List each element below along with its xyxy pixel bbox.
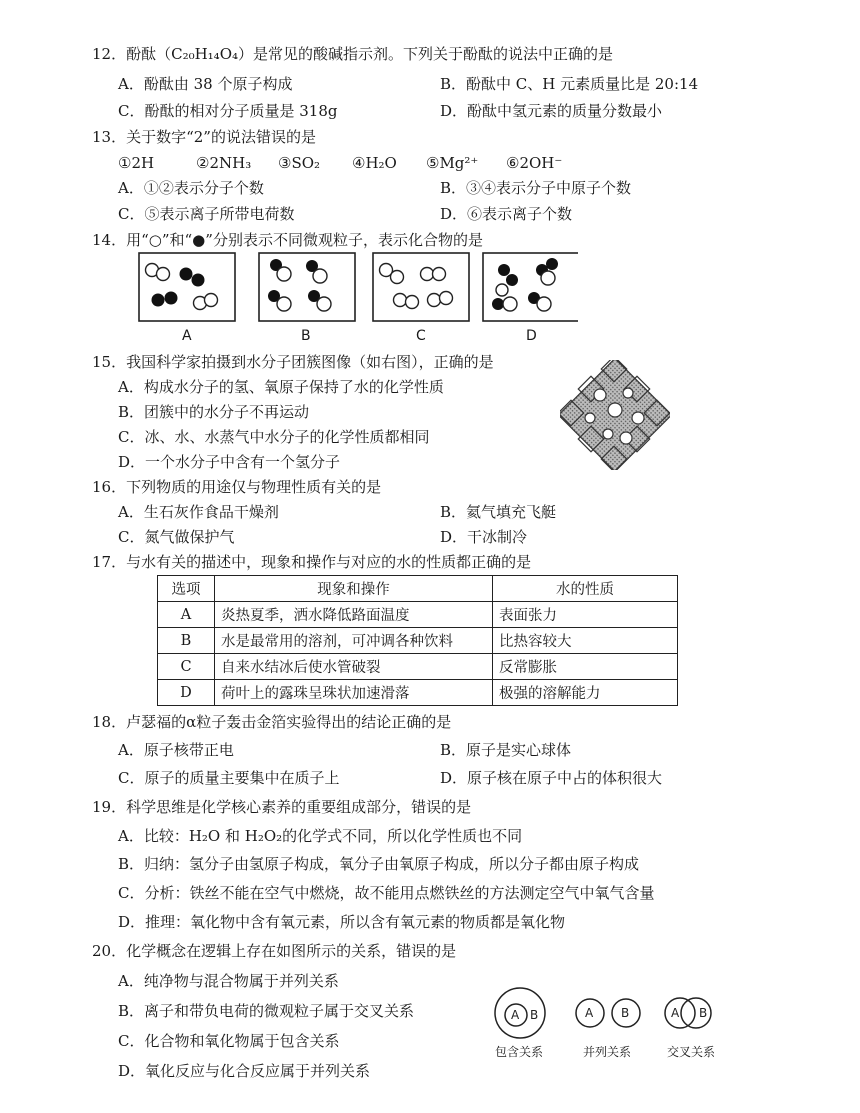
q18-option-c: C．原子的质量主要集中在质子上 bbox=[118, 769, 340, 787]
q20-option-c: C．化合物和氧化物属于包含关系 bbox=[118, 1032, 340, 1050]
q12-option-c: C．酚酞的相对分子质量是 318g bbox=[118, 102, 338, 120]
q19-option-c: C．分析：铁丝不能在空气中燃烧，故不能用点燃铁丝的方法测定空气中氧气含量 bbox=[118, 884, 655, 902]
parallel-diagram bbox=[576, 999, 640, 1027]
table-cell: 自来水结冰后使水管破裂 bbox=[215, 654, 493, 680]
table-cell: B bbox=[158, 628, 215, 654]
q20-option-d: D．氧化反应与化合反应属于并列关系 bbox=[118, 1062, 371, 1080]
q15-option-a: A．构成水分子的氢、氧原子保持了水的化学性质 bbox=[118, 378, 444, 396]
table-header-row bbox=[158, 576, 678, 602]
containment-diagram bbox=[495, 988, 545, 1038]
q16-option-b: B．氦气填充飞艇 bbox=[440, 503, 557, 521]
q14-stem: 14．用“○”和“●”分别表示不同微观粒子，表示化合物的是 bbox=[92, 231, 483, 249]
q17-stem: 17．与水有关的描述中，现象和操作与对应的水的性质都正确的是 bbox=[92, 553, 532, 571]
q14-box-c bbox=[373, 253, 469, 321]
q15-stem: 15．我国科学家拍摄到水分子团簇图像（如右图），正确的是 bbox=[92, 353, 494, 371]
q13-item-4: ④H₂O bbox=[352, 154, 397, 172]
q13-option-a: A．①②表示分子个数 bbox=[118, 179, 264, 197]
venn-letter-a: A bbox=[511, 1008, 520, 1022]
q13-option-c: C．⑤表示离子所带电荷数 bbox=[118, 205, 295, 223]
table-cell: D bbox=[158, 680, 215, 706]
table-header-cell: 现象和操作 bbox=[215, 576, 493, 602]
q18-stem: 18．卢瑟福的α粒子轰击金箔实验得出的结论正确的是 bbox=[92, 713, 452, 731]
q13-stem: 13．关于数字“2”的说法错误的是 bbox=[92, 128, 316, 146]
q14-label-d: D bbox=[526, 328, 537, 344]
q19-option-b: B．归纳：氢分子由氢原子构成，氧分子由氧原子构成，所以分子都由原子构成 bbox=[118, 855, 640, 873]
q18-option-b: B．原子是实心球体 bbox=[440, 741, 572, 759]
intersection-diagram bbox=[665, 998, 711, 1028]
venn-label-containment: 包含关系 bbox=[495, 1045, 544, 1059]
venn-letter-b: B bbox=[621, 1006, 630, 1020]
q16-stem: 16．下列物质的用途仅与物理性质有关的是 bbox=[92, 478, 382, 496]
q12-option-b: B．酚酞中 C、H 元素质量比是 20:14 bbox=[440, 75, 699, 93]
table-cell: 极强的溶解能力 bbox=[493, 680, 678, 706]
water-cluster-image bbox=[560, 360, 670, 470]
q13-option-b: B．③④表示分子中原子个数 bbox=[440, 179, 632, 197]
table-cell: C bbox=[158, 654, 215, 680]
table-row bbox=[158, 628, 678, 654]
q14-box-d bbox=[483, 253, 578, 321]
q19-option-a: A．比较：H₂O 和 H₂O₂的化学式不同，所以化学性质也不同 bbox=[118, 827, 523, 845]
q14-label-b: B bbox=[301, 328, 311, 344]
q17-table bbox=[157, 575, 678, 706]
table-cell: 比热容较大 bbox=[493, 628, 678, 654]
q20-stem: 20．化学概念在逻辑上存在如图所示的关系，错误的是 bbox=[92, 942, 457, 960]
table-row bbox=[158, 680, 678, 706]
venn-label-parallel: 并列关系 bbox=[583, 1045, 632, 1059]
q13-item-3: ③SO₂ bbox=[278, 154, 321, 172]
q13-item-6: ⑥2OH⁻ bbox=[506, 154, 563, 172]
q18-option-d: D．原子核在原子中占的体积很大 bbox=[440, 769, 663, 787]
q16-option-c: C．氮气做保护气 bbox=[118, 528, 235, 546]
venn-letter-b: B bbox=[699, 1006, 708, 1020]
q14-box-a bbox=[139, 253, 235, 321]
q19-option-d: D．推理：氧化物中含有氧元素，所以含有氧元素的物质都是氧化物 bbox=[118, 913, 566, 931]
q20-option-a: A．纯净物与混合物属于并列关系 bbox=[118, 972, 339, 990]
q12-stem: 12．酚酞（C₂₀H₁₄O₄）是常见的酸碱指示剂。下列关于酚酞的说法中正确的是 bbox=[92, 45, 614, 63]
q19-stem: 19．科学思维是化学核心素养的重要组成部分，错误的是 bbox=[92, 798, 472, 816]
q15-option-d: D．一个水分子中含有一个氢分子 bbox=[118, 453, 341, 471]
table-cell: 荷叶上的露珠呈珠状加速滑落 bbox=[215, 680, 493, 706]
q12-option-a: A．酚酞由 38 个原子构成 bbox=[118, 75, 293, 93]
table-header-cell: 水的性质 bbox=[493, 576, 678, 602]
q15-option-c: C．冰、水、水蒸气中水分子的化学性质都相同 bbox=[118, 428, 430, 446]
q13-item-2: ②2NH₃ bbox=[196, 154, 252, 172]
table-cell: 表面张力 bbox=[493, 602, 678, 628]
table-row bbox=[158, 602, 678, 628]
q14-label-a: A bbox=[182, 328, 192, 344]
venn-diagrams bbox=[490, 985, 730, 1040]
venn-letter-a: A bbox=[671, 1006, 680, 1020]
table-row bbox=[158, 654, 678, 680]
q14-label-c: C bbox=[416, 328, 426, 344]
q13-item-5: ⑤Mg²⁺ bbox=[426, 154, 479, 172]
table-cell: 水是最常用的溶剂，可冲调各种饮料 bbox=[215, 628, 493, 654]
table-cell: 炎热夏季，洒水降低路面温度 bbox=[215, 602, 493, 628]
table-cell: A bbox=[158, 602, 215, 628]
table-cell: 反常膨胀 bbox=[493, 654, 678, 680]
q20-option-b: B．离子和带负电荷的微观粒子属于交叉关系 bbox=[118, 1002, 415, 1020]
q16-option-a: A．生石灰作食品干燥剂 bbox=[118, 503, 279, 521]
q18-option-a: A．原子核带正电 bbox=[118, 741, 234, 759]
q16-option-d: D．干冰制冷 bbox=[440, 528, 528, 546]
q13-option-d: D．⑥表示离子个数 bbox=[440, 205, 573, 223]
venn-letter-a: A bbox=[585, 1006, 594, 1020]
venn-letter-b: B bbox=[530, 1008, 539, 1022]
venn-label-intersection: 交叉关系 bbox=[667, 1045, 716, 1059]
q12-option-d: D．酚酞中氢元素的质量分数最小 bbox=[440, 102, 663, 120]
q15-option-b: B．团簇中的水分子不再运动 bbox=[118, 403, 310, 421]
q14-box-b bbox=[259, 253, 355, 321]
q14-particle-diagrams bbox=[138, 252, 578, 326]
q13-item-1: ①2H bbox=[118, 154, 155, 172]
table-header-cell: 选项 bbox=[158, 576, 215, 602]
